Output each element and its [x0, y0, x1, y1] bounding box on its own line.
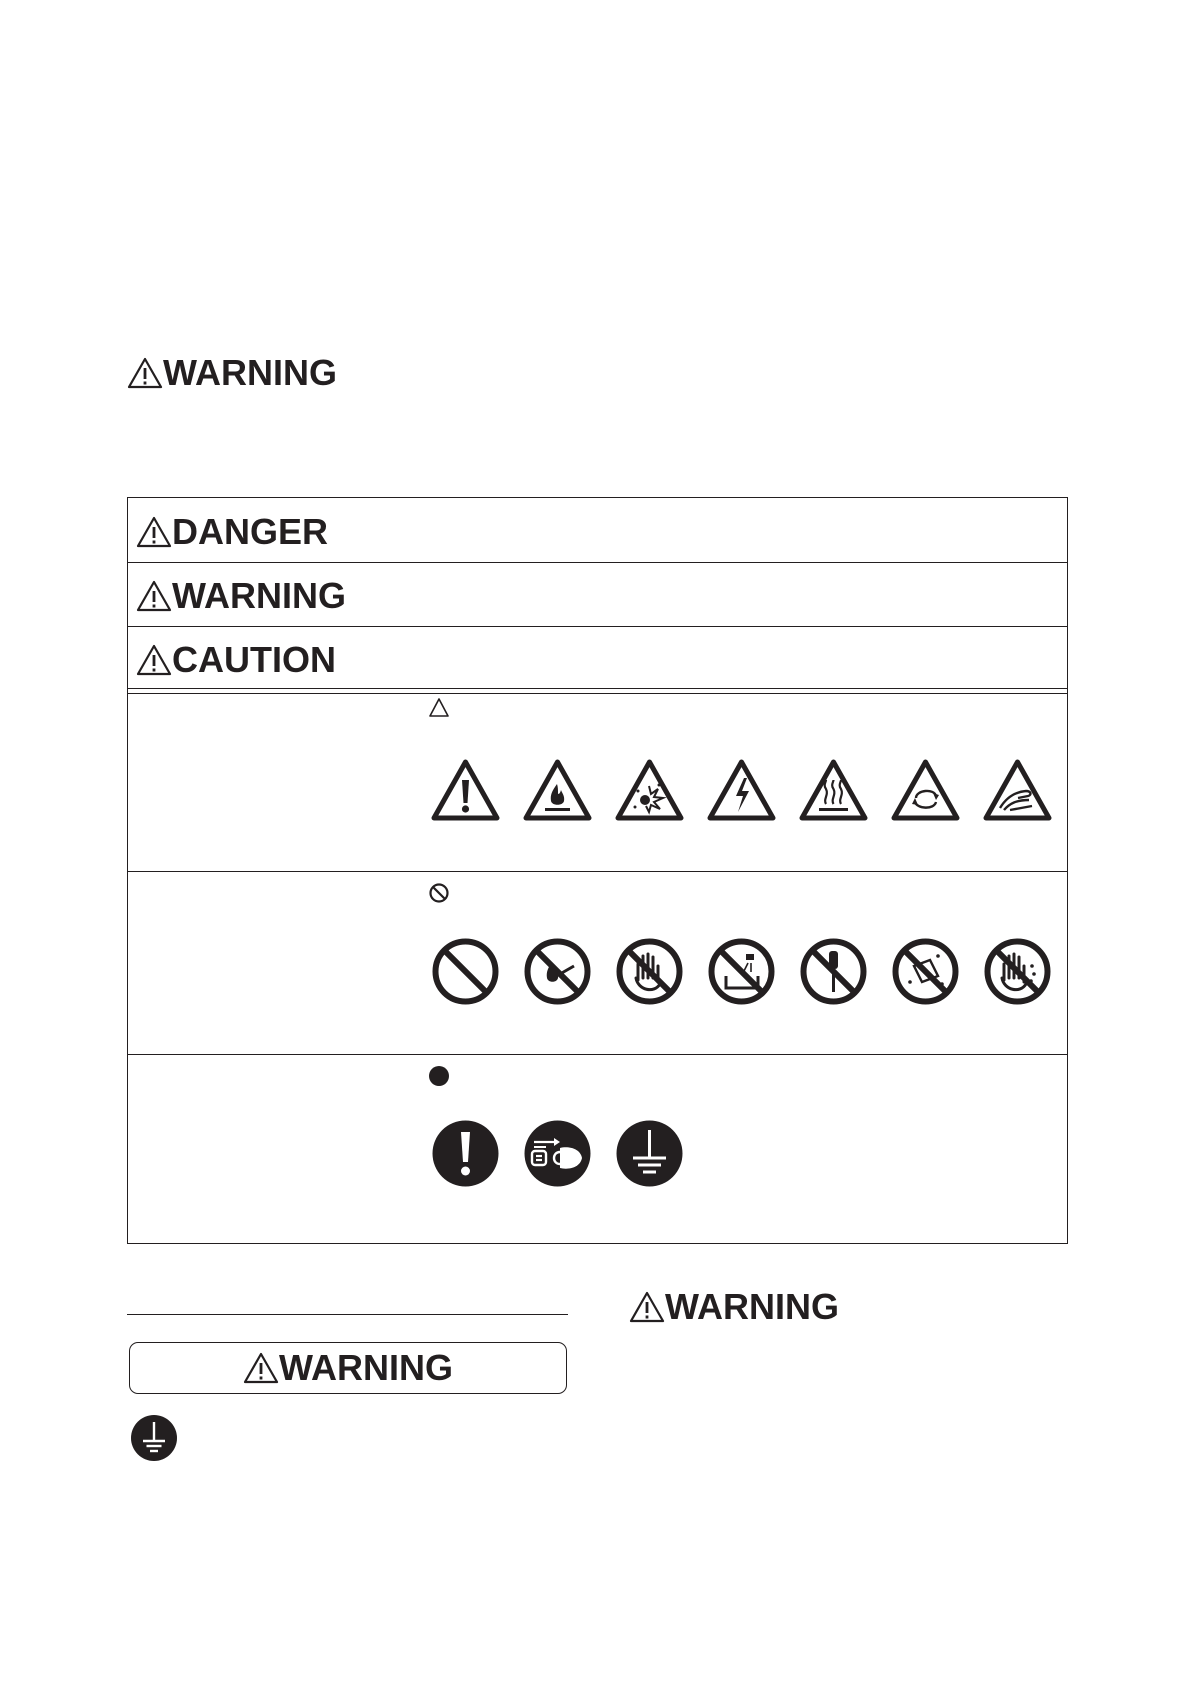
prohibition-symbols-row — [430, 936, 1053, 1007]
row-divider — [128, 688, 1067, 689]
caution-symbols-row — [430, 758, 1053, 823]
warning-triangle-icon — [127, 357, 163, 389]
warning-box-heading — [243, 1347, 453, 1388]
explosion-icon — [614, 758, 685, 823]
row-divider — [128, 1054, 1067, 1055]
do-not-touch-icon — [614, 936, 685, 1007]
no-water-icon — [706, 936, 777, 1007]
filled-circle-icon — [428, 1065, 450, 1087]
rotating-parts-icon — [890, 758, 961, 823]
do-not-disassemble-icon — [798, 936, 869, 1007]
caution-row — [136, 639, 336, 681]
warning-triangle-icon — [136, 580, 172, 612]
general-caution-icon — [430, 758, 501, 823]
warning-label: WARNING — [172, 575, 346, 616]
triangle-outline-icon — [428, 697, 450, 719]
row-divider — [128, 626, 1067, 627]
warning-triangle-icon — [243, 1352, 279, 1384]
row-divider — [128, 871, 1067, 872]
electric-shock-icon — [706, 758, 777, 823]
right-warning-heading — [629, 1286, 839, 1327]
unplug-icon — [522, 1118, 593, 1189]
warning-box-label: WARNING — [279, 1347, 453, 1388]
finger-pinch-icon — [982, 758, 1053, 823]
top-warning-label: WARNING — [163, 352, 337, 393]
fire-icon — [522, 758, 593, 823]
general-prohibition-icon — [430, 936, 501, 1007]
section-rule — [127, 1314, 568, 1315]
prohibition-small-icon — [428, 882, 450, 904]
hot-surface-icon — [798, 758, 869, 823]
row-divider — [128, 693, 1067, 694]
ground-icon — [130, 1414, 178, 1462]
no-fire-icon — [522, 936, 593, 1007]
row-divider — [128, 562, 1067, 563]
ground-icon — [614, 1118, 685, 1189]
caution-label: CAUTION — [172, 639, 336, 680]
warning-triangle-icon — [136, 516, 172, 548]
no-wet-hands-icon — [982, 936, 1053, 1007]
warning-triangle-icon — [136, 644, 172, 676]
no-wet-location-icon — [890, 936, 961, 1007]
mandatory-action-icon — [430, 1118, 501, 1189]
signal-table — [127, 497, 1068, 1244]
top-warning-heading — [127, 352, 337, 393]
mandatory-symbols-row — [430, 1118, 685, 1189]
warning-box — [129, 1342, 567, 1394]
warning-row — [136, 575, 346, 617]
warning-triangle-icon — [629, 1291, 665, 1323]
danger-label: DANGER — [172, 511, 329, 552]
danger-row — [136, 511, 328, 553]
right-warning-label: WARNING — [665, 1286, 839, 1327]
